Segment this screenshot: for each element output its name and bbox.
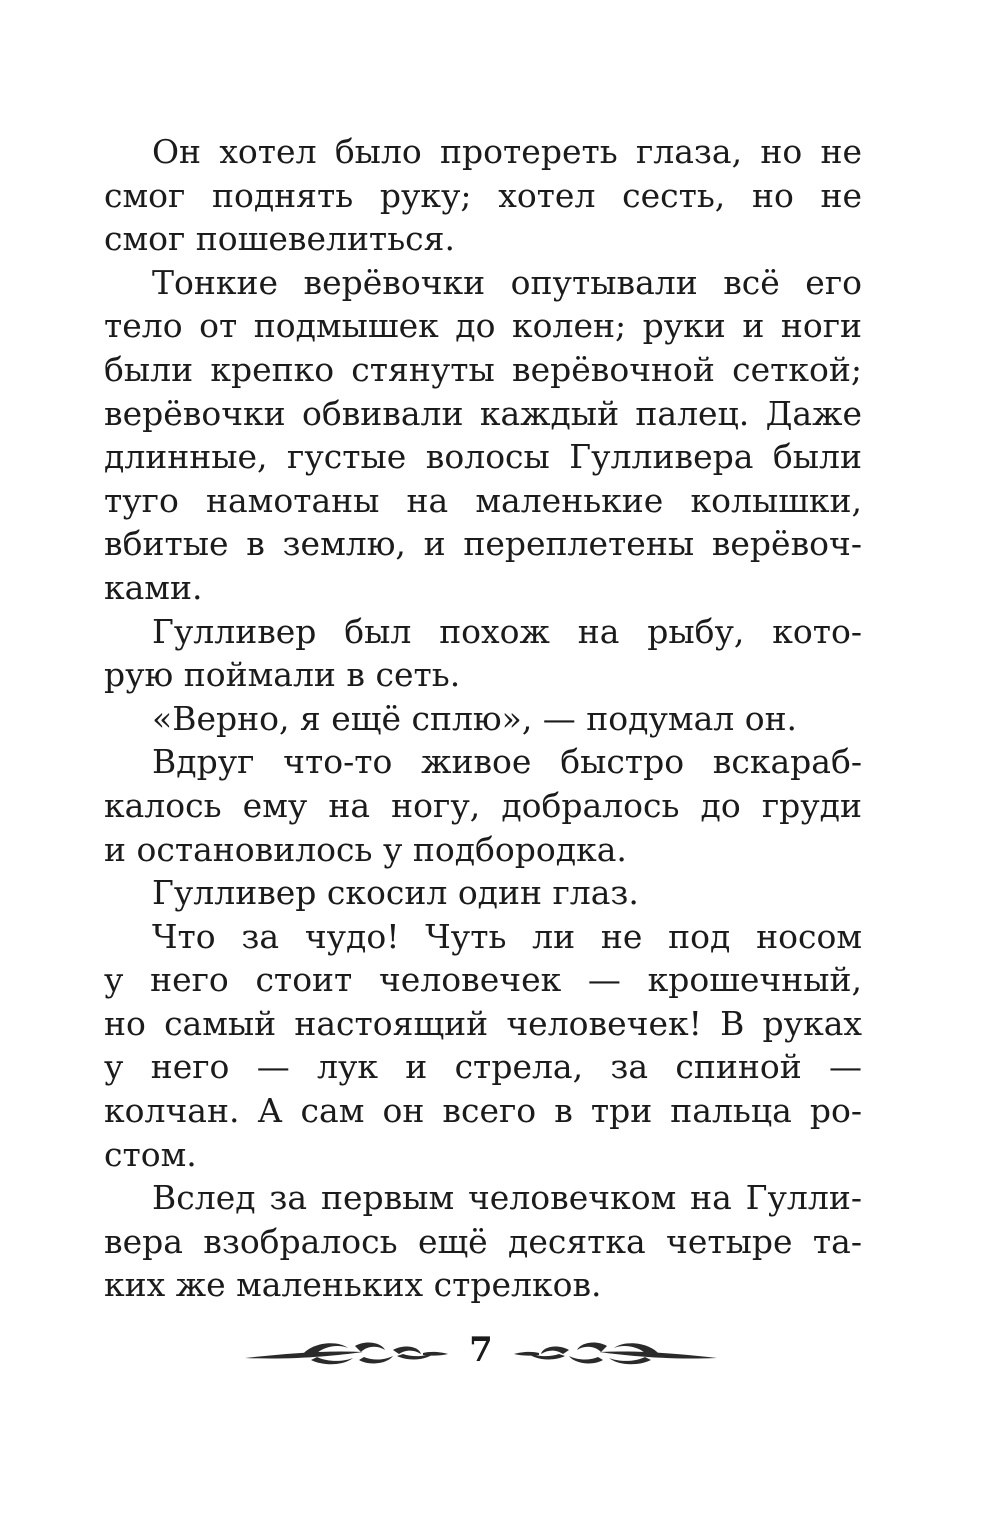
text-line: Гулливер был похож на рыбу, кото- (152, 611, 862, 651)
text-line: рую поймали в сеть. (104, 655, 461, 695)
text-line: Вдруг что-то живое быстро вскараб- (152, 742, 862, 782)
paragraph (104, 740, 862, 871)
paragraph (104, 1176, 862, 1307)
text-line: Гулливер скосил один глаз. (152, 873, 639, 913)
text-line: у него — лук и стрела, за спиной — (104, 1047, 862, 1087)
text-line: Тонкие верёвочки опутывали всё его (152, 262, 862, 302)
text-line: смог поднять руку; хотел сесть, но не (104, 175, 862, 215)
paragraph (104, 130, 862, 261)
text-line: длинные, густые волосы Гулливера были (104, 437, 862, 477)
paragraph (104, 261, 862, 610)
text-line: Что за чудо! Чуть ли не под носом (152, 916, 862, 956)
page-footer (243, 1326, 719, 1380)
paragraph (104, 610, 862, 697)
text-line: «Верно, я ещё сплю», — подумал он. (152, 698, 798, 738)
text-line: ками. (104, 567, 203, 607)
text-line: Вслед за первым человечком на Гулли- (152, 1178, 862, 1218)
text-line: туго намотаны на маленькие колышки, (104, 480, 862, 520)
text-line: Он хотел было протереть глаза, но не (152, 132, 862, 171)
flourish-ornament-right-icon (509, 1336, 719, 1372)
page-number: 7 (469, 1330, 493, 1370)
text-line: и остановилось у подбородка. (104, 829, 627, 869)
text-line: стом. (104, 1134, 197, 1174)
paragraph (104, 697, 862, 741)
paragraph (104, 871, 862, 915)
text-line: но самый настоящий человечек! В руках (104, 1003, 862, 1043)
text-line: были крепко стянуты верёвочной сеткой; (104, 349, 862, 389)
body-text (104, 130, 862, 1307)
text-line: верёвочки обвивали каждый палец. Даже (104, 393, 862, 433)
text-line: колчан. А сам он всего в три пальца ро- (104, 1091, 862, 1131)
paragraph (104, 915, 862, 1177)
text-line: калось ему на ногу, добралось до груди (104, 785, 862, 825)
text-line: тело от подмышек до колен; руки и ноги (104, 306, 862, 346)
text-line: у него стоит человечек — крошечный, (104, 960, 862, 1000)
text-line: смог пошевелиться. (104, 219, 455, 259)
text-line: вера взобралось ещё десятка четыре та- (104, 1221, 862, 1261)
text-line: ких же маленьких стрелков. (104, 1265, 602, 1305)
text-line: вбитые в землю, и переплетены верёвоч- (104, 524, 862, 564)
